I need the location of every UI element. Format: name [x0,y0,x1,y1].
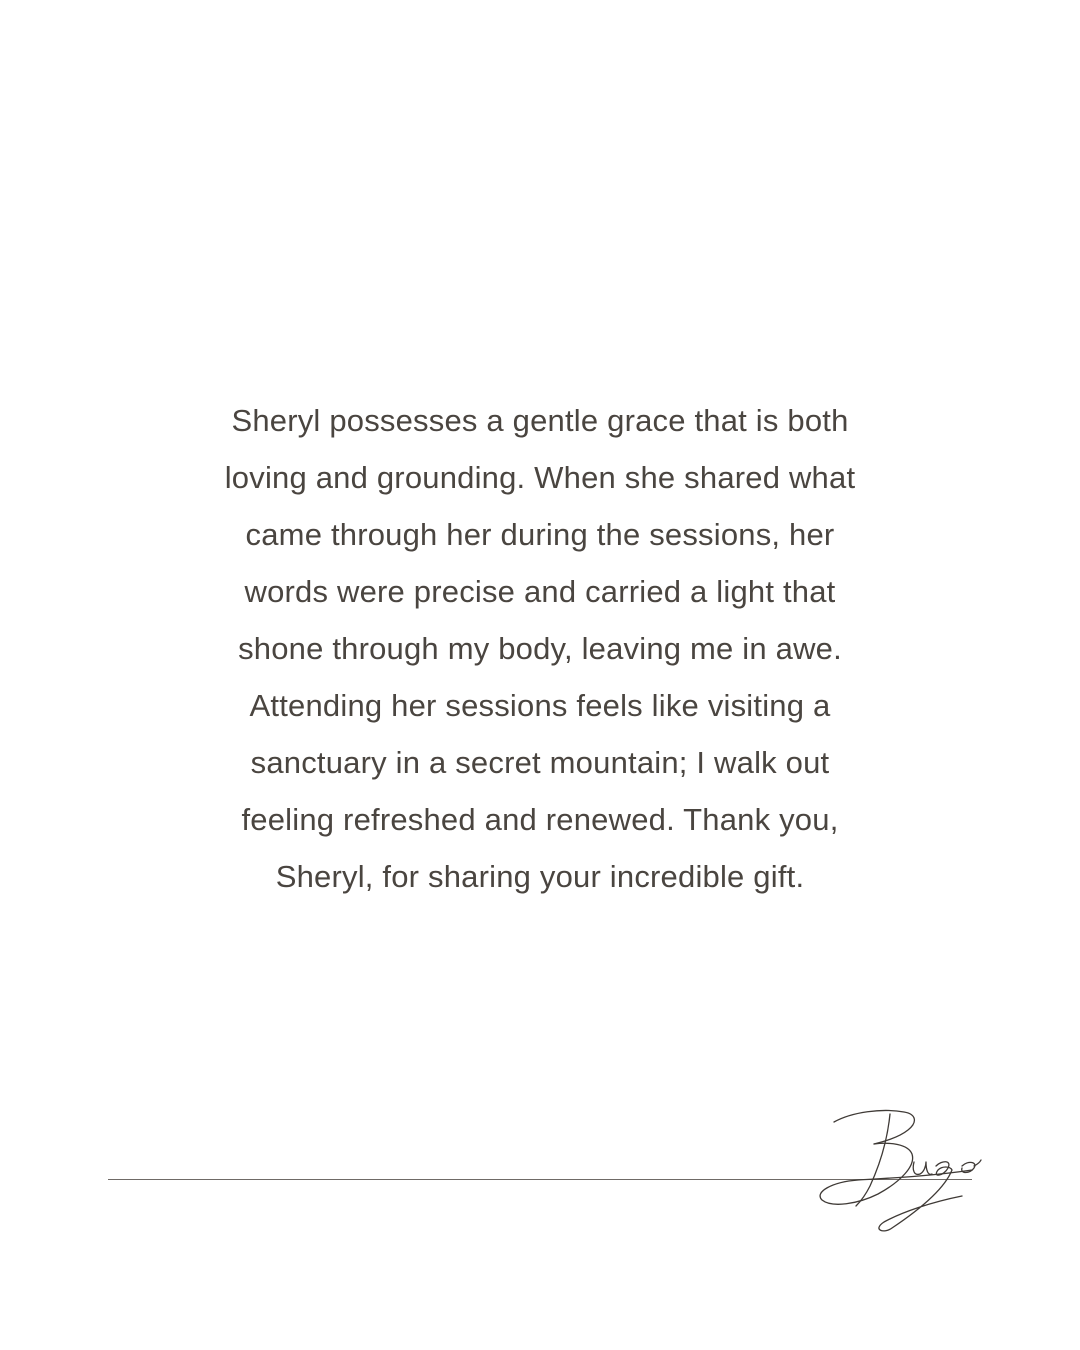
quote-line: loving and grounding. When she shared what [224,460,856,495]
testimonial-quote [150,392,930,905]
signature-icon [812,1100,982,1240]
quote-line: sanctuary in a secret mountain; I walk out [250,745,830,780]
quote-line: Attending her sessions feels like visiting a [249,688,831,723]
quote-line: words were precise and carried a light that [244,574,836,609]
signature [812,1100,982,1240]
quote-line: Sheryl possesses a gentle grace that is both [231,403,849,438]
quote-line: feeling refreshed and renewed. Thank you, [241,802,839,837]
quote-line: Sheryl, for sharing your incredible gift. [275,859,805,894]
quote-line: came through her during the sessions, her [245,517,835,552]
quote-line: shone through my body, leaving me in awe. [238,631,842,666]
